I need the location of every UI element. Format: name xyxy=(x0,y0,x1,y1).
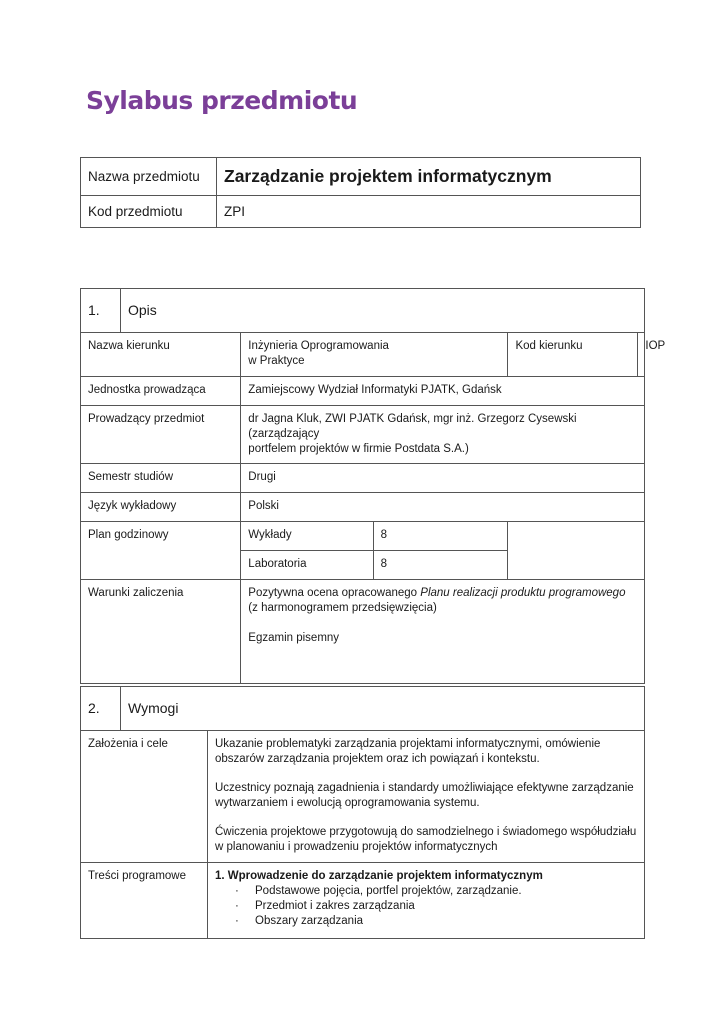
field-code-label: Kod kierunku xyxy=(508,333,638,377)
hours-label: Plan godzinowy xyxy=(81,522,241,580)
field-code-value: IOP xyxy=(638,333,645,377)
list-item: · Obszary zarządzania xyxy=(235,915,364,927)
unit-value: Zamiejscowy Wydział Informatyki PJATK, Gdańsk xyxy=(241,377,645,406)
content-value xyxy=(208,863,645,939)
goals-value: Ukazanie problematyki zarządzania projektami informatycznymi, omówienie obszarów zarządzania projektem oraz ich powiązań i kontekstu. Uczestnicy poznają zagadnienia i standardy umożliwiające efektywne zarządzanie wytwarzaniem i ewolucją oprogramowania systemu. Ćwiczenia projektowe przygotowują do samodzielnego i świadomego współudziału w planowaniu i prowadzeniu projektów informatycznych xyxy=(208,731,645,863)
semester-value: Drugi xyxy=(241,464,645,493)
section-number: 1. xyxy=(88,302,100,318)
course-name-label: Nazwa przedmiotu xyxy=(81,158,217,196)
list-item: · Przedmiot i zakres zarządzania xyxy=(235,900,415,912)
description-table xyxy=(80,288,666,684)
conditions-label: Warunki zaliczenia xyxy=(81,580,241,684)
goals-label: Założenia i cele xyxy=(81,731,208,863)
course-code-value: ZPI xyxy=(217,196,641,228)
content-heading: 1. Wprowadzenie do zarządzanie projektem informatycznym xyxy=(215,870,543,882)
requirements-table xyxy=(80,686,645,939)
unit-label: Jednostka prowadząca xyxy=(81,377,241,406)
section-title: Wymogi xyxy=(121,687,645,730)
course-header-table xyxy=(80,157,641,228)
conditions-value: Pozytywna ocena opracowanego Planu realizacji produktu programowego (z harmonogramem przedsięwzięcia) Egzamin pisemny xyxy=(241,580,645,684)
lecturer-label: Prowadzący przedmiot xyxy=(81,406,241,464)
semester-label: Semestr studiów xyxy=(81,464,241,493)
section-number: 2. xyxy=(88,700,100,716)
course-name-value: Zarządzanie projektem informatycznym xyxy=(217,158,641,196)
language-value: Polski xyxy=(241,493,645,522)
page-title: Sylabus przedmiotu xyxy=(86,86,358,115)
section-title: Opis xyxy=(121,289,645,332)
field-value: Inżynieria Oprogramowania w Praktyce xyxy=(241,333,508,377)
lectures-value: 8 xyxy=(373,522,508,551)
lecturer-value: dr Jagna Kluk, ZWI PJATK Gdańsk, mgr inż. Grzegorz Cysewski (zarządzający portfelem projektów w firmie Postdata S.A.) xyxy=(241,406,645,464)
list-item: · Podstawowe pojęcia, portfel projektów, zarządzanie. xyxy=(235,885,522,897)
lectures-label: Wykłady xyxy=(241,522,373,551)
content-label: Treści programowe xyxy=(81,863,208,939)
language-label: Język wykładowy xyxy=(81,493,241,522)
course-code-label: Kod przedmiotu xyxy=(81,196,217,228)
labs-value: 8 xyxy=(373,551,508,580)
labs-label: Laboratoria xyxy=(241,551,373,580)
field-label: Nazwa kierunku xyxy=(81,333,241,377)
